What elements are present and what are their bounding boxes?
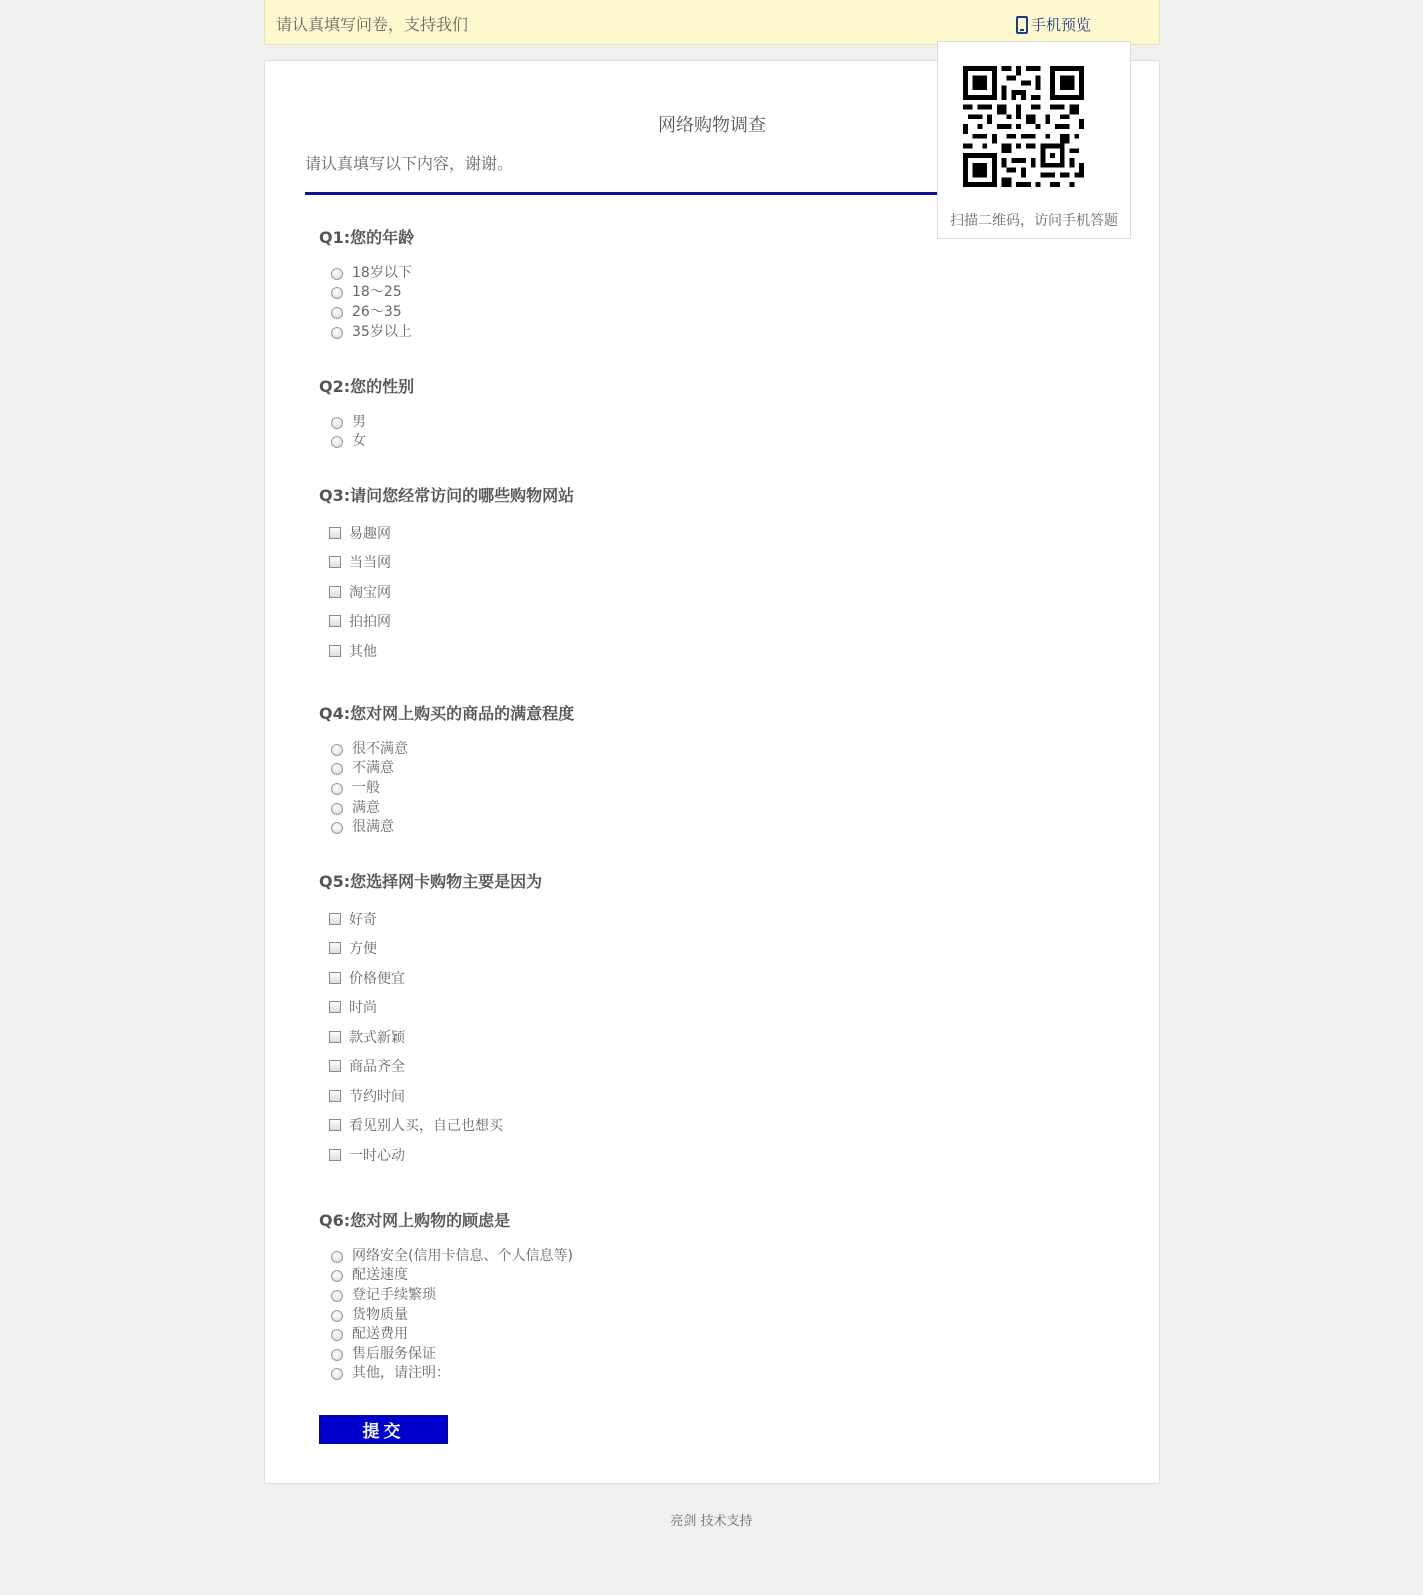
checkbox[interactable] bbox=[329, 527, 341, 539]
option-label: 货物质量 bbox=[352, 1306, 408, 1323]
question-2 bbox=[319, 377, 414, 450]
checkbox[interactable] bbox=[329, 1060, 341, 1072]
option-label: 一般 bbox=[352, 779, 380, 796]
option-item[interactable] bbox=[329, 904, 542, 934]
option-item[interactable] bbox=[329, 1022, 542, 1052]
option-label: 时尚 bbox=[349, 1000, 377, 1017]
survey-card bbox=[264, 60, 1160, 1484]
option-item[interactable] bbox=[331, 301, 414, 321]
survey-intro: 请认真填写以下内容，谢谢。 bbox=[305, 154, 514, 173]
option-label: 18～25 bbox=[352, 284, 402, 301]
option-item[interactable] bbox=[331, 1343, 573, 1363]
question-title: Q3:请问您经常访问的哪些购物网站 bbox=[319, 486, 575, 505]
checkbox[interactable] bbox=[329, 972, 341, 984]
qr-caption: 扫描二维码，访问手机答题 bbox=[950, 213, 1118, 229]
option-label: 18岁以下 bbox=[352, 264, 412, 281]
option-item[interactable] bbox=[331, 797, 574, 817]
option-item[interactable] bbox=[331, 758, 574, 778]
radio-button[interactable] bbox=[331, 1270, 343, 1282]
option-item[interactable] bbox=[329, 993, 542, 1023]
option-label: 其他 bbox=[349, 643, 377, 660]
checkbox[interactable] bbox=[329, 913, 341, 925]
checkbox[interactable] bbox=[329, 1001, 341, 1013]
option-label: 当当网 bbox=[349, 555, 391, 572]
radio-button[interactable] bbox=[331, 417, 343, 429]
option-label: 网络安全(信用卡信息、个人信息等) bbox=[352, 1247, 573, 1264]
radio-button[interactable] bbox=[331, 268, 343, 280]
option-item[interactable] bbox=[331, 1265, 573, 1285]
radio-button[interactable] bbox=[331, 763, 343, 775]
radio-button[interactable] bbox=[331, 307, 343, 319]
option-item[interactable] bbox=[329, 1081, 542, 1111]
checkbox[interactable] bbox=[329, 1119, 341, 1131]
option-item[interactable] bbox=[329, 577, 574, 607]
option-label: 很不满意 bbox=[352, 740, 408, 757]
radio-button[interactable] bbox=[331, 1349, 343, 1361]
option-item[interactable] bbox=[329, 934, 542, 964]
option-label: 商品齐全 bbox=[349, 1059, 405, 1076]
option-item[interactable] bbox=[329, 607, 574, 637]
option-label: 款式新颖 bbox=[349, 1029, 405, 1046]
question-1 bbox=[319, 228, 414, 340]
radio-button[interactable] bbox=[331, 783, 343, 795]
option-label: 其他，请注明： bbox=[352, 1365, 450, 1382]
mobile-preview-label: 手机预览 bbox=[1030, 16, 1091, 34]
radio-button[interactable] bbox=[331, 1310, 343, 1322]
banner-message: 请认真填写问卷，支持我们 bbox=[276, 15, 469, 34]
qr-code-icon bbox=[963, 66, 1084, 187]
checkbox[interactable] bbox=[329, 556, 341, 568]
question-title: Q6:您对网上购物的顾虑是 bbox=[319, 1211, 511, 1230]
question-title: Q1:您的年龄 bbox=[319, 228, 415, 247]
option-item[interactable] bbox=[331, 1245, 573, 1265]
mobile-phone-icon bbox=[1016, 16, 1028, 34]
option-label: 好奇 bbox=[349, 911, 377, 928]
radio-button[interactable] bbox=[331, 744, 343, 756]
option-label: 配送速度 bbox=[352, 1267, 408, 1284]
option-label: 节约时间 bbox=[349, 1088, 405, 1105]
option-item[interactable] bbox=[329, 1111, 542, 1141]
question-title: Q2:您的性别 bbox=[319, 377, 415, 396]
option-label: 很满意 bbox=[352, 819, 394, 836]
checkbox[interactable] bbox=[329, 1149, 341, 1161]
option-item[interactable] bbox=[331, 282, 414, 302]
option-item[interactable] bbox=[329, 1140, 542, 1170]
option-item[interactable] bbox=[331, 411, 414, 431]
question-title: Q5:您选择网卡购物主要是因为 bbox=[319, 872, 543, 891]
option-item[interactable] bbox=[331, 321, 414, 341]
option-item[interactable] bbox=[329, 518, 574, 548]
option-item[interactable] bbox=[329, 963, 542, 993]
option-label: 淘宝网 bbox=[349, 584, 391, 601]
option-label: 一时心动 bbox=[349, 1147, 405, 1164]
checkbox[interactable] bbox=[329, 1031, 341, 1043]
checkbox[interactable] bbox=[329, 942, 341, 954]
option-label: 不满意 bbox=[352, 760, 394, 777]
radio-button[interactable] bbox=[331, 327, 343, 339]
radio-button[interactable] bbox=[331, 822, 343, 834]
mobile-preview-link[interactable] bbox=[1016, 14, 1091, 35]
option-item[interactable] bbox=[331, 431, 414, 451]
option-label: 易趣网 bbox=[349, 525, 391, 542]
option-label: 女 bbox=[352, 433, 366, 450]
option-item[interactable] bbox=[331, 262, 414, 282]
question-6 bbox=[319, 1211, 573, 1382]
option-item[interactable] bbox=[331, 1323, 573, 1343]
option-label: 方便 bbox=[349, 941, 377, 958]
option-label: 登记手续繁琐 bbox=[352, 1286, 436, 1303]
option-label: 配送费用 bbox=[352, 1326, 408, 1343]
option-label: 拍拍网 bbox=[349, 614, 391, 631]
question-4 bbox=[319, 704, 574, 836]
option-label: 满意 bbox=[352, 799, 380, 816]
survey-title: 网络购物调查 bbox=[658, 115, 766, 136]
option-item[interactable] bbox=[329, 636, 574, 666]
option-item[interactable] bbox=[331, 1284, 573, 1304]
option-item[interactable] bbox=[331, 1304, 573, 1324]
option-label: 26～35 bbox=[352, 303, 402, 320]
footer-text: 亮剑 技术支持 bbox=[670, 1514, 753, 1529]
qr-popup bbox=[937, 41, 1131, 239]
option-label: 价格便宜 bbox=[349, 970, 405, 987]
radio-button[interactable] bbox=[331, 1329, 343, 1341]
question-3 bbox=[319, 486, 574, 666]
radio-button[interactable] bbox=[331, 1290, 343, 1302]
question-5 bbox=[319, 872, 542, 1170]
radio-button[interactable] bbox=[331, 287, 343, 299]
option-item[interactable] bbox=[331, 1363, 573, 1383]
option-item[interactable] bbox=[331, 816, 574, 836]
option-label: 售后服务保证 bbox=[352, 1345, 436, 1362]
checkbox[interactable] bbox=[329, 615, 341, 627]
radio-button[interactable] bbox=[331, 1251, 343, 1263]
radio-button[interactable] bbox=[331, 803, 343, 815]
submit-button[interactable]: 提交 bbox=[319, 1415, 448, 1444]
radio-button[interactable] bbox=[331, 1368, 343, 1380]
option-label: 男 bbox=[352, 413, 366, 430]
checkbox[interactable] bbox=[329, 1090, 341, 1102]
option-label: 看见别人买，自己也想买 bbox=[349, 1118, 503, 1135]
option-item[interactable] bbox=[331, 777, 574, 797]
option-item[interactable] bbox=[329, 1052, 542, 1082]
checkbox[interactable] bbox=[329, 645, 341, 657]
option-label: 35岁以上 bbox=[352, 323, 412, 340]
radio-button[interactable] bbox=[331, 436, 343, 448]
option-item[interactable] bbox=[331, 738, 574, 758]
top-banner bbox=[264, 0, 1160, 45]
question-title: Q4:您对网上购买的商品的满意程度 bbox=[319, 704, 575, 723]
checkbox[interactable] bbox=[329, 586, 341, 598]
option-item[interactable] bbox=[329, 548, 574, 578]
